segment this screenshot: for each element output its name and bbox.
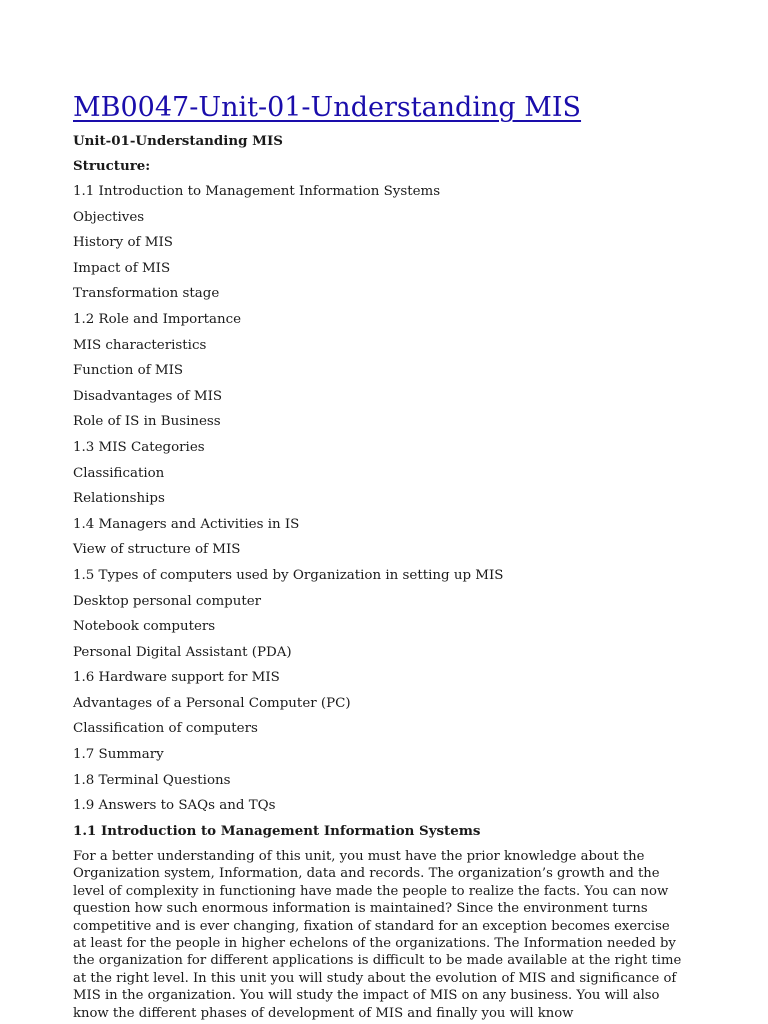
toc-item: Personal Digital Assistant (PDA) xyxy=(73,644,292,660)
table-of-contents xyxy=(73,183,503,823)
toc-item: Classification xyxy=(73,465,165,481)
toc-item: 1.7 Summary xyxy=(73,747,164,763)
toc-item: MIS characteristics xyxy=(73,337,207,353)
toc-item: Relationships xyxy=(73,491,165,507)
document-title-link[interactable]: MB0047-Unit-01-Understanding MIS xyxy=(73,92,582,123)
toc-item: 1.6 Hardware support for MIS xyxy=(73,670,280,686)
document-title xyxy=(73,89,581,127)
toc-item: Classification of computers xyxy=(73,721,258,737)
toc-item: Notebook computers xyxy=(73,619,216,635)
toc-item: 1.2 Role and Importance xyxy=(73,311,242,327)
toc-item: 1.9 Answers to SAQs and TQs xyxy=(73,798,276,814)
toc-item: 1.5 Types of computers used by Organization in setting up MIS xyxy=(73,567,504,583)
section-heading: 1.1 Introduction to Management Information Systems xyxy=(73,823,481,839)
toc-item: 1.4 Managers and Activities in IS xyxy=(73,516,300,532)
toc-item: Objectives xyxy=(73,209,145,225)
toc-item: Role of IS in Business xyxy=(73,414,221,430)
toc-item: Transformation stage xyxy=(73,286,220,302)
toc-item: History of MIS xyxy=(73,235,173,251)
toc-item: Impact of MIS xyxy=(73,260,171,276)
toc-item: Advantages of a Personal Computer (PC) xyxy=(73,695,351,711)
toc-item: 1.8 Terminal Questions xyxy=(73,772,231,788)
toc-item: Desktop personal computer xyxy=(73,593,262,609)
intro-paragraph: For a better understanding of this unit, you must have the prior knowledge about the Organization system, Information, data and records. The organization’s growth and the level of complexity in functioning have made the people to realize the facts. You can now question how such enormous information is maintained? Since the environment turns competitive and is ever changing, fixation of standard for an exception becomes exercise at least for the people in higher echelons of the organizations. The Information needed by the organization for different applications is difficult to be made available at the right time at the right level. In this unit you will study about the evolution of MIS and significance of MIS in the organization. You will study the impact of MIS on any business. You will also know the different phases of development of MIS and finally you will know xyxy=(73,849,682,1021)
toc-item: Disadvantages of MIS xyxy=(73,388,223,404)
structure-label: Structure: xyxy=(73,158,151,174)
toc-item: View of structure of MIS xyxy=(73,542,241,558)
toc-item: Function of MIS xyxy=(73,363,184,379)
toc-item: 1.3 MIS Categories xyxy=(73,439,205,455)
unit-heading: Unit-01-Understanding MIS xyxy=(73,133,283,149)
toc-item: 1.1 Introduction to Management Information Systems xyxy=(73,184,441,199)
